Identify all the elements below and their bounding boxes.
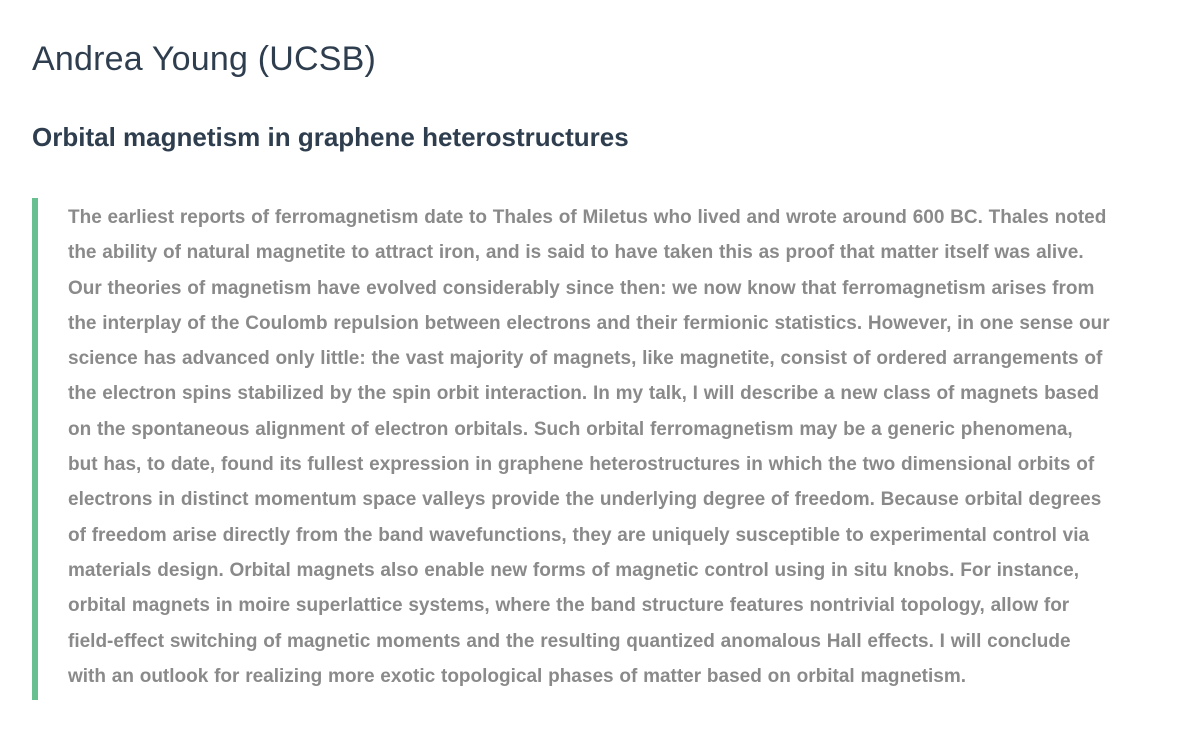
- talk-title: Orbital magnetism in graphene heterostructures: [32, 122, 629, 152]
- abstract-blockquote: [32, 198, 1142, 700]
- abstract-line: The earliest reports of ferromagnetism date to Thales of Miletus who lived and wrote around 600 BC. Thales noted: [68, 207, 1107, 228]
- abstract-line: materials design. Orbital magnets also enable new forms of magnetic control using in situ knobs. For instance,: [68, 559, 1079, 581]
- abstract-line: field-effect switching of magnetic moments and the resulting quantized anomalous Hall effects. I will conclude: [68, 630, 1071, 652]
- abstract-line: electrons in distinct momentum space valleys provide the underlying degree of freedom. Because orbital degrees: [68, 489, 1102, 511]
- abstract-line: orbital magnets in moire superlattice systems, where the band structure features nontrivial topology, allow for: [68, 595, 1070, 617]
- abstract-line: of freedom arise directly from the band wavefunctions, they are uniquely susceptible to experimental control via: [68, 524, 1090, 546]
- abstract-line: science has advanced only little: the vast majority of magnets, like magnetite, consist of ordered arrangements of: [68, 348, 1103, 370]
- abstract-text: [68, 198, 1142, 694]
- abstract-line: but has, to date, found its fullest expression in graphene heterostructures in which the two dimensional orbits of: [68, 454, 1095, 476]
- abstract-line: the electron spins stabilized by the spin orbit interaction. In my talk, I will describe a new class of magnets based: [68, 383, 1099, 405]
- abstract-line: with an outlook for realizing more exotic topological phases of matter based on orbital magnetism.: [68, 665, 967, 687]
- abstract-line: the ability of natural magnetite to attract iron, and is said to have taken this as proof that matter itself was alive.: [68, 242, 1084, 264]
- abstract-line: on the spontaneous alignment of electron orbitals. Such orbital ferromagnetism may be a generic phenomena,: [68, 418, 1073, 440]
- abstract-line: the interplay of the Coulomb repulsion between electrons and their fermionic statistics. However, in one sense our: [68, 312, 1110, 334]
- speaker-name: Andrea Young (UCSB): [32, 40, 377, 78]
- abstract-line: Our theories of magnetism have evolved considerably since then: we now know that ferromagnetism arises from: [68, 277, 1095, 299]
